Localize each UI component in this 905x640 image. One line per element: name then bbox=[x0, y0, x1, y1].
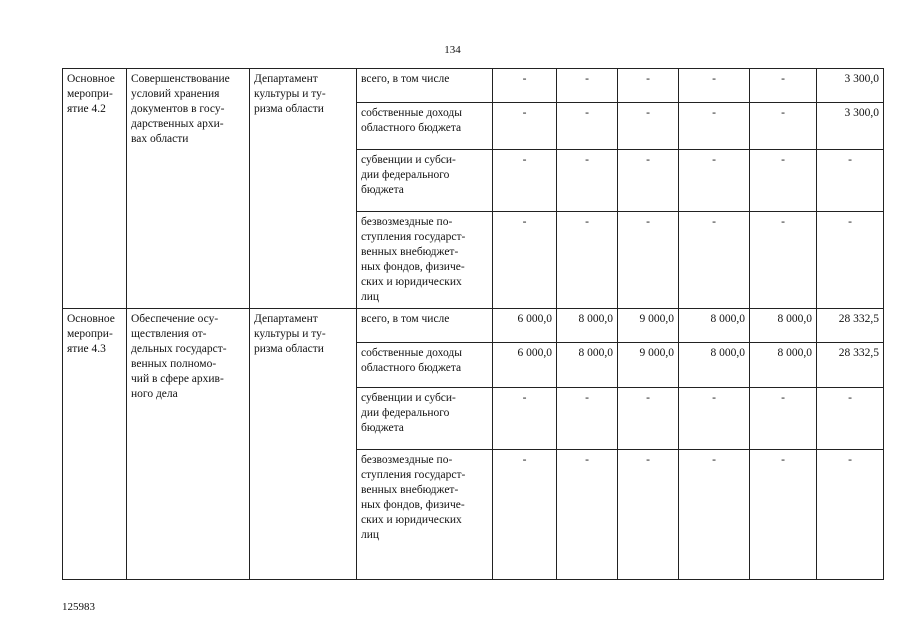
value-cell: 8 000,0 bbox=[679, 343, 750, 388]
value-cell: 9 000,0 bbox=[618, 309, 679, 343]
measure-cell: Основное меропри- ятие 4.3 bbox=[63, 309, 127, 580]
value-cell: - bbox=[750, 69, 817, 103]
value-cell: 8 000,0 bbox=[557, 343, 618, 388]
value-cell: 28 332,5 bbox=[817, 343, 884, 388]
table-row bbox=[63, 69, 884, 103]
value-cell: 8 000,0 bbox=[679, 309, 750, 343]
executor-cell: Департамент культуры и ту- ризма области bbox=[250, 69, 357, 309]
value-cell: - bbox=[750, 450, 817, 580]
value-cell: - bbox=[750, 150, 817, 212]
value-cell: - bbox=[750, 388, 817, 450]
funding-source-cell: собственные доходы областного бюджета bbox=[357, 343, 493, 388]
value-cell: - bbox=[493, 388, 557, 450]
title-cell: Совершенствование условий хранения документов в госу- дарственных архи- вах области bbox=[127, 69, 250, 309]
value-cell: - bbox=[557, 388, 618, 450]
value-cell: - bbox=[493, 69, 557, 103]
funding-source-cell: всего, в том числе bbox=[357, 309, 493, 343]
value-cell: - bbox=[679, 212, 750, 309]
value-cell: 28 332,5 bbox=[817, 309, 884, 343]
value-cell: - bbox=[618, 388, 679, 450]
funding-source-cell: безвозмездные по- ступления государст- венных внебюджет- ных фондов, физиче- ских и юридических лиц bbox=[357, 212, 493, 309]
value-cell: - bbox=[493, 150, 557, 212]
funding-source-cell: собственные доходы областного бюджета bbox=[357, 103, 493, 150]
value-cell: 8 000,0 bbox=[750, 343, 817, 388]
value-cell: - bbox=[493, 103, 557, 150]
value-cell: 3 300,0 bbox=[817, 69, 884, 103]
value-cell: - bbox=[679, 450, 750, 580]
value-cell: - bbox=[618, 69, 679, 103]
measure-cell: Основное меропри- ятие 4.2 bbox=[63, 69, 127, 309]
value-cell: - bbox=[817, 388, 884, 450]
value-cell: - bbox=[557, 103, 618, 150]
page-number: 134 bbox=[444, 44, 461, 56]
funding-source-cell: субвенции и субси- дии федерального бюджета bbox=[357, 388, 493, 450]
title-cell: Обеспечение осу- ществления от- дельных государст- венных полномо- чий в сфере архив- ного дела bbox=[127, 309, 250, 580]
value-cell: 6 000,0 bbox=[493, 309, 557, 343]
budget-table bbox=[62, 68, 884, 580]
value-cell: - bbox=[679, 388, 750, 450]
value-cell: 9 000,0 bbox=[618, 343, 679, 388]
value-cell: - bbox=[618, 103, 679, 150]
value-cell: - bbox=[750, 103, 817, 150]
value-cell: - bbox=[817, 450, 884, 580]
value-cell: - bbox=[679, 103, 750, 150]
value-cell: - bbox=[817, 212, 884, 309]
value-cell: - bbox=[493, 450, 557, 580]
value-cell: - bbox=[817, 150, 884, 212]
value-cell: - bbox=[618, 150, 679, 212]
value-cell: - bbox=[750, 212, 817, 309]
value-cell: 6 000,0 bbox=[493, 343, 557, 388]
value-cell: 8 000,0 bbox=[750, 309, 817, 343]
funding-source-cell: безвозмездные по- ступления государст- венных внебюджет- ных фондов, физиче- ских и юридических лиц bbox=[357, 450, 493, 580]
value-cell: - bbox=[679, 150, 750, 212]
value-cell: - bbox=[557, 69, 618, 103]
value-cell: - bbox=[557, 212, 618, 309]
funding-source-cell: всего, в том числе bbox=[357, 69, 493, 103]
value-cell: 3 300,0 bbox=[817, 103, 884, 150]
value-cell: - bbox=[679, 69, 750, 103]
table-row bbox=[63, 309, 884, 343]
value-cell: - bbox=[618, 212, 679, 309]
document-code: 125983 bbox=[62, 601, 95, 613]
value-cell: - bbox=[618, 450, 679, 580]
executor-cell: Департамент культуры и ту- ризма области bbox=[250, 309, 357, 580]
value-cell: - bbox=[557, 150, 618, 212]
funding-source-cell: субвенции и субси- дии федерального бюджета bbox=[357, 150, 493, 212]
value-cell: - bbox=[557, 450, 618, 580]
value-cell: - bbox=[493, 212, 557, 309]
value-cell: 8 000,0 bbox=[557, 309, 618, 343]
